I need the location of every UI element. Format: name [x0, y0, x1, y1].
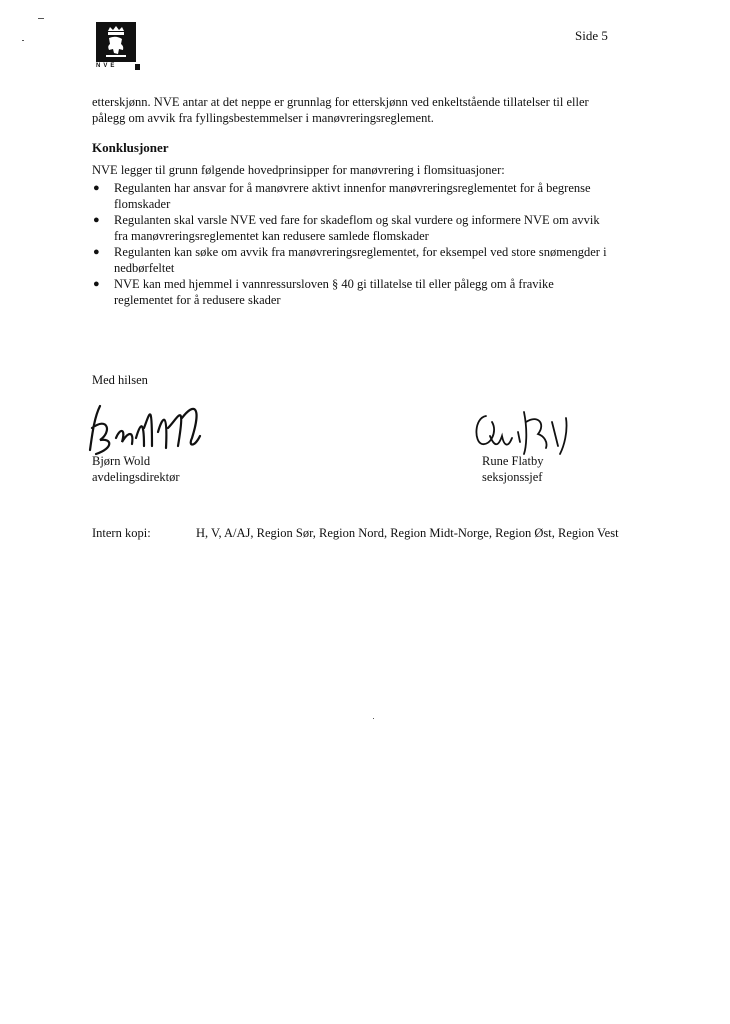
logo-wordmark: NVE: [96, 63, 118, 69]
signer-left: [92, 453, 179, 485]
nve-logo: [96, 22, 140, 72]
letter-body: [92, 94, 672, 308]
list-item-line: fra manøvreringsreglementet kan redusere samlede flomskader: [114, 229, 429, 243]
list-item: [92, 212, 672, 244]
list-item-line: Regulanten kan søke om avvik fra manøvreringsreglementet, for eksempel ved store snømengder i: [114, 245, 607, 259]
page-number: Side 5: [575, 28, 608, 43]
list-item: [92, 180, 672, 212]
list-item: [92, 244, 672, 276]
scan-speck: [373, 718, 374, 719]
list-item-line: Regulanten skal varsle NVE ved fare for skadeflom og skal vurdere og informere NVE om avvik: [114, 213, 600, 227]
signer-name: Bjørn Wold: [92, 454, 151, 468]
bullet-icon: ●: [93, 278, 100, 290]
bullet-icon: ●: [93, 246, 100, 258]
principles-list: [92, 180, 672, 308]
section-heading: Konklusjoner: [92, 140, 169, 155]
list-item-line: flomskader: [114, 197, 171, 211]
list-item-line: reglementet for å redusere skader: [114, 293, 281, 307]
bullet-icon: ●: [93, 214, 100, 226]
signer-right: [482, 453, 543, 485]
scan-speck: [22, 40, 24, 41]
signer-title: avdelingsdirektør: [92, 470, 180, 484]
crown-lion-emblem-icon: [96, 22, 136, 62]
bullet-icon: ●: [93, 182, 100, 194]
signer-name: Rune Flatby: [482, 454, 544, 468]
paragraph-line: etterskjønn. NVE antar at det neppe er grunnlag for etterskjønn ved enkeltstående tillatelser til eller: [92, 95, 589, 109]
closing-greeting: Med hilsen: [92, 373, 148, 387]
internal-copy: [92, 526, 619, 541]
scan-speck: [38, 18, 44, 19]
list-item-line: NVE kan med hjemmel i vannressursloven § 40 gi tillatelse til eller pålegg om å fravike: [114, 277, 554, 291]
copy-recipients: H, V, A/AJ, Region Sør, Region Nord, Region Midt-Norge, Region Øst, Region Vest: [196, 526, 619, 540]
list-item-line: nedbørfeltet: [114, 261, 175, 275]
intro-text: NVE legger til grunn følgende hovedprinsipper for manøvrering i flomsituasjoner:: [92, 163, 505, 177]
copy-label: Intern kopi:: [92, 526, 151, 540]
list-item-line: Regulanten har ansvar for å manøvrere aktivt innenfor manøvreringsreglementet for å begrense: [114, 181, 591, 195]
paragraph-line: pålegg om avvik fra fyllingsbestemmelser i manøvreringsreglement.: [92, 111, 434, 125]
list-item: [92, 276, 672, 308]
logo-mark: [135, 64, 140, 70]
signer-title: seksjonssjef: [482, 470, 543, 484]
